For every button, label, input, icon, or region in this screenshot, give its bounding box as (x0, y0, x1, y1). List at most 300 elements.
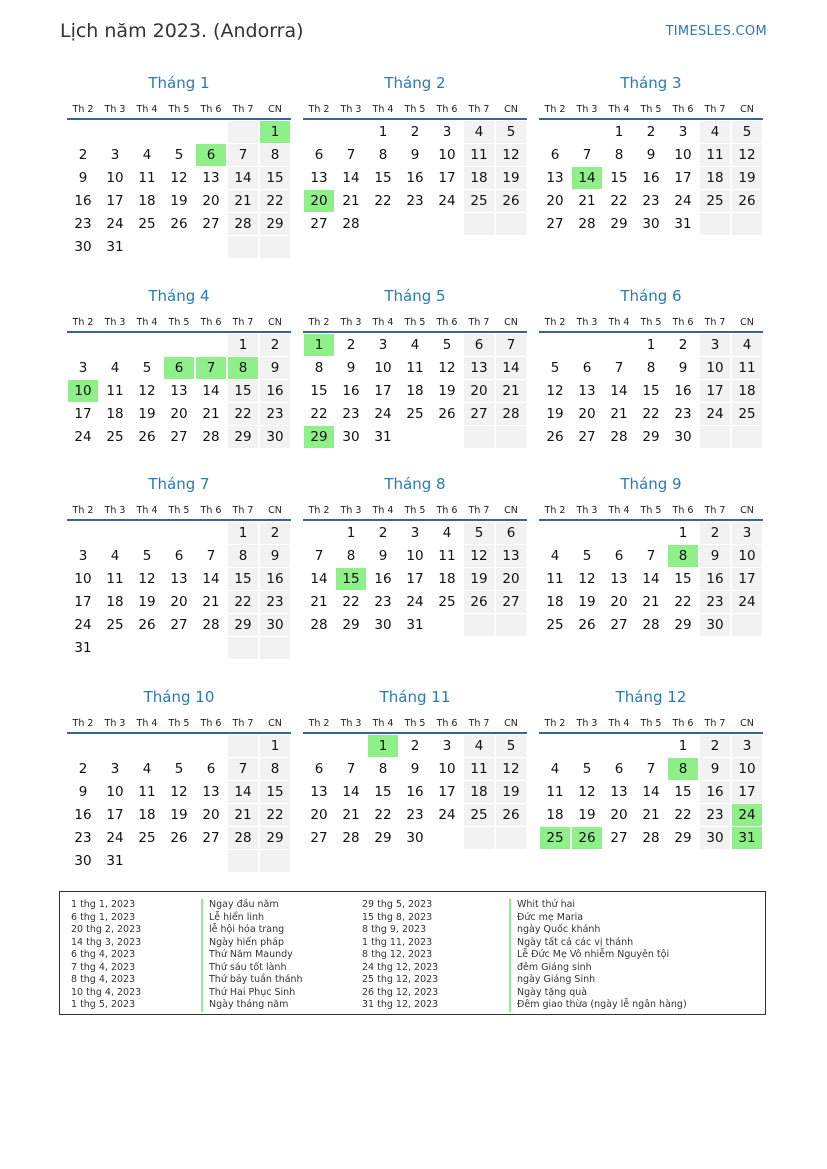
day-cell[interactable]: 9 (700, 758, 730, 780)
day-cell[interactable]: 29 (610, 216, 628, 232)
day-cell[interactable]: 19 (438, 383, 456, 399)
day-cell[interactable]: 3 (732, 735, 762, 757)
day-cell[interactable]: 14 (342, 170, 360, 186)
day-cell[interactable]: 27 (202, 830, 220, 846)
day-cell[interactable]: 29 (674, 830, 692, 846)
holiday-day-cell[interactable]: 8 (228, 357, 258, 379)
day-cell[interactable]: 8 (314, 360, 324, 376)
day-cell[interactable]: 3 (442, 738, 452, 754)
day-cell[interactable]: 25 (546, 617, 564, 633)
day-cell[interactable]: 10 (732, 545, 762, 567)
day-cell[interactable]: 5 (550, 360, 560, 376)
holiday-day-cell[interactable]: 6 (164, 357, 194, 379)
day-cell[interactable]: 13 (170, 383, 188, 399)
day-cell[interactable]: 6 (464, 334, 494, 356)
day-cell[interactable]: 25 (464, 190, 494, 212)
day-cell[interactable]: 11 (546, 784, 564, 800)
day-cell[interactable]: 2 (678, 337, 688, 353)
day-cell[interactable]: 1 (678, 525, 688, 541)
day-cell[interactable]: 22 (260, 190, 290, 212)
day-cell[interactable]: 24 (106, 216, 124, 232)
day-cell[interactable]: 28 (610, 429, 628, 445)
day-cell[interactable]: 10 (438, 147, 456, 163)
day-cell[interactable]: 22 (228, 591, 258, 613)
day-cell[interactable]: 11 (106, 383, 124, 399)
day-cell[interactable]: 26 (732, 190, 762, 212)
day-cell[interactable]: 30 (674, 429, 692, 445)
day-cell[interactable]: 5 (174, 147, 184, 163)
day-cell[interactable]: 12 (496, 144, 526, 166)
day-cell[interactable]: 29 (260, 213, 290, 235)
day-cell[interactable]: 12 (578, 784, 596, 800)
holiday-day-cell[interactable]: 1 (260, 121, 290, 143)
day-cell[interactable]: 28 (642, 830, 660, 846)
day-cell[interactable]: 16 (260, 380, 290, 402)
day-cell[interactable]: 28 (496, 403, 526, 425)
day-cell[interactable]: 1 (378, 124, 388, 140)
day-cell[interactable]: 26 (438, 406, 456, 422)
day-cell[interactable]: 5 (442, 337, 452, 353)
day-cell[interactable]: 30 (700, 827, 730, 849)
day-cell[interactable]: 18 (406, 383, 424, 399)
day-cell[interactable]: 11 (732, 357, 762, 379)
day-cell[interactable]: 27 (578, 429, 596, 445)
holiday-day-cell[interactable]: 1 (304, 334, 334, 356)
day-cell[interactable]: 12 (732, 144, 762, 166)
day-cell[interactable]: 22 (674, 594, 692, 610)
day-cell[interactable]: 31 (374, 429, 392, 445)
day-cell[interactable]: 5 (582, 761, 592, 777)
day-cell[interactable]: 4 (550, 548, 560, 564)
day-cell[interactable]: 20 (496, 568, 526, 590)
day-cell[interactable]: 27 (170, 617, 188, 633)
day-cell[interactable]: 7 (346, 761, 356, 777)
day-cell[interactable]: 3 (110, 761, 120, 777)
holiday-day-cell[interactable]: 29 (304, 426, 334, 448)
day-cell[interactable]: 24 (674, 193, 692, 209)
day-cell[interactable]: 5 (496, 121, 526, 143)
day-cell[interactable]: 4 (142, 147, 152, 163)
day-cell[interactable]: 11 (700, 144, 730, 166)
day-cell[interactable]: 12 (546, 383, 564, 399)
day-cell[interactable]: 31 (106, 853, 124, 869)
day-cell[interactable]: 13 (546, 170, 564, 186)
day-cell[interactable]: 27 (310, 216, 328, 232)
day-cell[interactable]: 24 (106, 830, 124, 846)
day-cell[interactable]: 25 (438, 594, 456, 610)
day-cell[interactable]: 25 (138, 216, 156, 232)
day-cell[interactable]: 15 (260, 781, 290, 803)
day-cell[interactable]: 29 (342, 617, 360, 633)
day-cell[interactable]: 10 (700, 357, 730, 379)
day-cell[interactable]: 9 (410, 147, 420, 163)
day-cell[interactable]: 19 (546, 406, 564, 422)
day-cell[interactable]: 17 (106, 807, 124, 823)
day-cell[interactable]: 15 (260, 167, 290, 189)
day-cell[interactable]: 11 (406, 360, 424, 376)
day-cell[interactable]: 20 (170, 406, 188, 422)
day-cell[interactable]: 13 (610, 784, 628, 800)
day-cell[interactable]: 18 (106, 406, 124, 422)
day-cell[interactable]: 30 (74, 239, 92, 255)
day-cell[interactable]: 28 (202, 429, 220, 445)
day-cell[interactable]: 12 (138, 571, 156, 587)
day-cell[interactable]: 5 (142, 360, 152, 376)
day-cell[interactable]: 16 (674, 383, 692, 399)
holiday-day-cell[interactable]: 25 (540, 827, 570, 849)
day-cell[interactable]: 20 (310, 807, 328, 823)
day-cell[interactable]: 2 (410, 738, 420, 754)
day-cell[interactable]: 10 (406, 548, 424, 564)
day-cell[interactable]: 3 (410, 525, 420, 541)
day-cell[interactable]: 17 (732, 781, 762, 803)
day-cell[interactable]: 6 (206, 761, 216, 777)
day-cell[interactable]: 2 (700, 522, 730, 544)
day-cell[interactable]: 20 (464, 380, 494, 402)
day-cell[interactable]: 15 (228, 568, 258, 590)
day-cell[interactable]: 30 (642, 216, 660, 232)
day-cell[interactable]: 27 (496, 591, 526, 613)
day-cell[interactable]: 27 (464, 403, 494, 425)
day-cell[interactable]: 9 (260, 357, 290, 379)
day-cell[interactable]: 25 (106, 429, 124, 445)
day-cell[interactable]: 21 (342, 807, 360, 823)
day-cell[interactable]: 8 (378, 761, 388, 777)
day-cell[interactable]: 22 (642, 406, 660, 422)
day-cell[interactable]: 17 (674, 170, 692, 186)
day-cell[interactable]: 26 (546, 429, 564, 445)
day-cell[interactable]: 4 (700, 121, 730, 143)
day-cell[interactable]: 8 (346, 548, 356, 564)
day-cell[interactable]: 25 (406, 406, 424, 422)
day-cell[interactable]: 10 (74, 571, 92, 587)
day-cell[interactable]: 12 (464, 545, 494, 567)
day-cell[interactable]: 7 (614, 360, 624, 376)
day-cell[interactable]: 28 (642, 617, 660, 633)
day-cell[interactable]: 4 (550, 761, 560, 777)
day-cell[interactable]: 20 (610, 807, 628, 823)
day-cell[interactable]: 19 (496, 167, 526, 189)
day-cell[interactable]: 4 (732, 334, 762, 356)
day-cell[interactable]: 16 (700, 781, 730, 803)
day-cell[interactable]: 10 (106, 170, 124, 186)
day-cell[interactable]: 10 (374, 360, 392, 376)
holiday-day-cell[interactable]: 20 (304, 190, 334, 212)
day-cell[interactable]: 17 (406, 571, 424, 587)
day-cell[interactable]: 1 (614, 124, 624, 140)
day-cell[interactable]: 6 (496, 522, 526, 544)
day-cell[interactable]: 23 (406, 807, 424, 823)
day-cell[interactable]: 23 (700, 804, 730, 826)
day-cell[interactable]: 2 (700, 735, 730, 757)
day-cell[interactable]: 19 (138, 594, 156, 610)
day-cell[interactable]: 18 (438, 571, 456, 587)
day-cell[interactable]: 10 (438, 761, 456, 777)
day-cell[interactable]: 21 (610, 406, 628, 422)
day-cell[interactable]: 3 (732, 522, 762, 544)
day-cell[interactable]: 21 (578, 193, 596, 209)
day-cell[interactable]: 27 (610, 830, 628, 846)
day-cell[interactable]: 16 (642, 170, 660, 186)
day-cell[interactable]: 10 (674, 147, 692, 163)
holiday-day-cell[interactable]: 24 (732, 804, 762, 826)
day-cell[interactable]: 17 (74, 594, 92, 610)
day-cell[interactable]: 9 (678, 360, 688, 376)
day-cell[interactable]: 15 (228, 380, 258, 402)
day-cell[interactable]: 26 (170, 830, 188, 846)
day-cell[interactable]: 1 (260, 735, 290, 757)
day-cell[interactable]: 21 (202, 406, 220, 422)
day-cell[interactable]: 18 (464, 167, 494, 189)
day-cell[interactable]: 13 (202, 170, 220, 186)
day-cell[interactable]: 13 (464, 357, 494, 379)
day-cell[interactable]: 18 (138, 193, 156, 209)
day-cell[interactable]: 16 (260, 568, 290, 590)
day-cell[interactable]: 14 (610, 383, 628, 399)
day-cell[interactable]: 15 (610, 170, 628, 186)
day-cell[interactable]: 14 (642, 784, 660, 800)
day-cell[interactable]: 5 (732, 121, 762, 143)
day-cell[interactable]: 11 (138, 784, 156, 800)
day-cell[interactable]: 23 (406, 193, 424, 209)
day-cell[interactable]: 27 (170, 429, 188, 445)
day-cell[interactable]: 11 (464, 144, 494, 166)
day-cell[interactable]: 27 (310, 830, 328, 846)
day-cell[interactable]: 7 (496, 334, 526, 356)
day-cell[interactable]: 15 (674, 571, 692, 587)
day-cell[interactable]: 31 (674, 216, 692, 232)
day-cell[interactable]: 19 (732, 167, 762, 189)
day-cell[interactable]: 13 (610, 571, 628, 587)
day-cell[interactable]: 1 (678, 738, 688, 754)
day-cell[interactable]: 29 (674, 617, 692, 633)
day-cell[interactable]: 6 (550, 147, 560, 163)
holiday-day-cell[interactable]: 8 (668, 758, 698, 780)
day-cell[interactable]: 24 (700, 403, 730, 425)
day-cell[interactable]: 7 (346, 147, 356, 163)
day-cell[interactable]: 7 (646, 761, 656, 777)
day-cell[interactable]: 28 (342, 216, 360, 232)
day-cell[interactable]: 22 (228, 403, 258, 425)
day-cell[interactable]: 14 (202, 383, 220, 399)
day-cell[interactable]: 28 (342, 830, 360, 846)
day-cell[interactable]: 27 (546, 216, 564, 232)
day-cell[interactable]: 22 (610, 193, 628, 209)
day-cell[interactable]: 18 (106, 594, 124, 610)
day-cell[interactable]: 2 (260, 522, 290, 544)
day-cell[interactable]: 30 (374, 617, 392, 633)
day-cell[interactable]: 3 (378, 337, 388, 353)
day-cell[interactable]: 26 (138, 429, 156, 445)
day-cell[interactable]: 14 (310, 571, 328, 587)
day-cell[interactable]: 29 (374, 830, 392, 846)
day-cell[interactable]: 9 (700, 545, 730, 567)
day-cell[interactable]: 23 (74, 216, 92, 232)
day-cell[interactable]: 12 (578, 571, 596, 587)
day-cell[interactable]: 26 (170, 216, 188, 232)
day-cell[interactable]: 9 (410, 761, 420, 777)
day-cell[interactable]: 23 (700, 591, 730, 613)
day-cell[interactable]: 14 (496, 357, 526, 379)
day-cell[interactable]: 29 (228, 614, 258, 636)
day-cell[interactable]: 12 (138, 383, 156, 399)
holiday-day-cell[interactable]: 31 (732, 827, 762, 849)
day-cell[interactable]: 3 (78, 360, 88, 376)
day-cell[interactable]: 4 (464, 735, 494, 757)
day-cell[interactable]: 9 (346, 360, 356, 376)
day-cell[interactable]: 21 (202, 594, 220, 610)
day-cell[interactable]: 19 (578, 807, 596, 823)
day-cell[interactable]: 20 (610, 594, 628, 610)
day-cell[interactable]: 21 (310, 594, 328, 610)
day-cell[interactable]: 13 (202, 784, 220, 800)
day-cell[interactable]: 17 (700, 380, 730, 402)
day-cell[interactable]: 10 (106, 784, 124, 800)
holiday-day-cell[interactable]: 10 (68, 380, 98, 402)
day-cell[interactable]: 9 (378, 548, 388, 564)
day-cell[interactable]: 26 (464, 591, 494, 613)
day-cell[interactable]: 31 (406, 617, 424, 633)
day-cell[interactable]: 5 (582, 548, 592, 564)
day-cell[interactable]: 8 (378, 147, 388, 163)
day-cell[interactable]: 4 (464, 121, 494, 143)
day-cell[interactable]: 18 (546, 594, 564, 610)
day-cell[interactable]: 28 (202, 617, 220, 633)
day-cell[interactable]: 8 (228, 545, 258, 567)
day-cell[interactable]: 2 (646, 124, 656, 140)
day-cell[interactable]: 23 (260, 591, 290, 613)
day-cell[interactable]: 24 (732, 591, 762, 613)
day-cell[interactable]: 12 (170, 784, 188, 800)
day-cell[interactable]: 3 (442, 124, 452, 140)
day-cell[interactable]: 21 (642, 807, 660, 823)
day-cell[interactable]: 9 (646, 147, 656, 163)
day-cell[interactable]: 20 (546, 193, 564, 209)
day-cell[interactable]: 2 (346, 337, 356, 353)
day-cell[interactable]: 14 (228, 781, 258, 803)
day-cell[interactable]: 15 (674, 784, 692, 800)
day-cell[interactable]: 29 (642, 429, 660, 445)
day-cell[interactable]: 6 (582, 360, 592, 376)
day-cell[interactable]: 25 (138, 830, 156, 846)
holiday-day-cell[interactable]: 7 (196, 357, 226, 379)
holiday-day-cell[interactable]: 15 (336, 568, 366, 590)
day-cell[interactable]: 27 (610, 617, 628, 633)
day-cell[interactable]: 28 (228, 827, 258, 849)
day-cell[interactable]: 1 (228, 334, 258, 356)
day-cell[interactable]: 20 (578, 406, 596, 422)
holiday-day-cell[interactable]: 8 (668, 545, 698, 567)
day-cell[interactable]: 23 (642, 193, 660, 209)
day-cell[interactable]: 13 (578, 383, 596, 399)
day-cell[interactable]: 12 (438, 360, 456, 376)
day-cell[interactable]: 1 (228, 522, 258, 544)
day-cell[interactable]: 16 (700, 568, 730, 590)
day-cell[interactable]: 19 (464, 568, 494, 590)
day-cell[interactable]: 21 (496, 380, 526, 402)
day-cell[interactable]: 15 (374, 170, 392, 186)
day-cell[interactable]: 13 (310, 784, 328, 800)
day-cell[interactable]: 5 (174, 761, 184, 777)
day-cell[interactable]: 19 (138, 406, 156, 422)
day-cell[interactable]: 28 (310, 617, 328, 633)
day-cell[interactable]: 2 (78, 147, 88, 163)
day-cell[interactable]: 7 (206, 548, 216, 564)
day-cell[interactable]: 30 (260, 614, 290, 636)
day-cell[interactable]: 30 (74, 853, 92, 869)
day-cell[interactable]: 23 (74, 830, 92, 846)
day-cell[interactable]: 25 (106, 617, 124, 633)
day-cell[interactable]: 6 (314, 761, 324, 777)
day-cell[interactable]: 7 (228, 144, 258, 166)
day-cell[interactable]: 11 (546, 571, 564, 587)
day-cell[interactable]: 16 (406, 170, 424, 186)
day-cell[interactable]: 25 (732, 403, 762, 425)
day-cell[interactable]: 15 (642, 383, 660, 399)
day-cell[interactable]: 7 (228, 758, 258, 780)
day-cell[interactable]: 25 (464, 804, 494, 826)
day-cell[interactable]: 8 (614, 147, 624, 163)
day-cell[interactable]: 24 (74, 429, 92, 445)
day-cell[interactable]: 26 (138, 617, 156, 633)
day-cell[interactable]: 26 (496, 804, 526, 826)
day-cell[interactable]: 11 (438, 548, 456, 564)
day-cell[interactable]: 20 (170, 594, 188, 610)
day-cell[interactable]: 22 (260, 804, 290, 826)
day-cell[interactable]: 14 (202, 571, 220, 587)
day-cell[interactable]: 21 (642, 594, 660, 610)
day-cell[interactable]: 5 (142, 548, 152, 564)
day-cell[interactable]: 13 (170, 571, 188, 587)
day-cell[interactable]: 29 (228, 426, 258, 448)
day-cell[interactable]: 29 (260, 827, 290, 849)
day-cell[interactable]: 21 (228, 804, 258, 826)
day-cell[interactable]: 26 (578, 617, 596, 633)
day-cell[interactable]: 18 (546, 807, 564, 823)
day-cell[interactable]: 13 (310, 170, 328, 186)
day-cell[interactable]: 11 (106, 571, 124, 587)
day-cell[interactable]: 25 (700, 190, 730, 212)
day-cell[interactable]: 8 (260, 758, 290, 780)
day-cell[interactable]: 4 (142, 761, 152, 777)
day-cell[interactable]: 22 (374, 807, 392, 823)
day-cell[interactable]: 4 (110, 360, 120, 376)
day-cell[interactable]: 22 (374, 193, 392, 209)
day-cell[interactable]: 10 (732, 758, 762, 780)
day-cell[interactable]: 30 (406, 830, 424, 846)
day-cell[interactable]: 17 (106, 193, 124, 209)
day-cell[interactable]: 6 (614, 548, 624, 564)
day-cell[interactable]: 21 (228, 190, 258, 212)
day-cell[interactable]: 31 (106, 239, 124, 255)
day-cell[interactable]: 5 (496, 735, 526, 757)
day-cell[interactable]: 19 (496, 781, 526, 803)
day-cell[interactable]: 17 (438, 784, 456, 800)
day-cell[interactable]: 30 (342, 429, 360, 445)
holiday-day-cell[interactable]: 14 (572, 167, 602, 189)
day-cell[interactable]: 3 (110, 147, 120, 163)
day-cell[interactable]: 11 (464, 758, 494, 780)
day-cell[interactable]: 7 (314, 548, 324, 564)
day-cell[interactable]: 6 (314, 147, 324, 163)
day-cell[interactable]: 18 (138, 807, 156, 823)
day-cell[interactable]: 4 (442, 525, 452, 541)
day-cell[interactable]: 17 (374, 383, 392, 399)
holiday-day-cell[interactable]: 6 (196, 144, 226, 166)
day-cell[interactable]: 24 (406, 594, 424, 610)
day-cell[interactable]: 1 (346, 525, 356, 541)
day-cell[interactable]: 14 (642, 571, 660, 587)
